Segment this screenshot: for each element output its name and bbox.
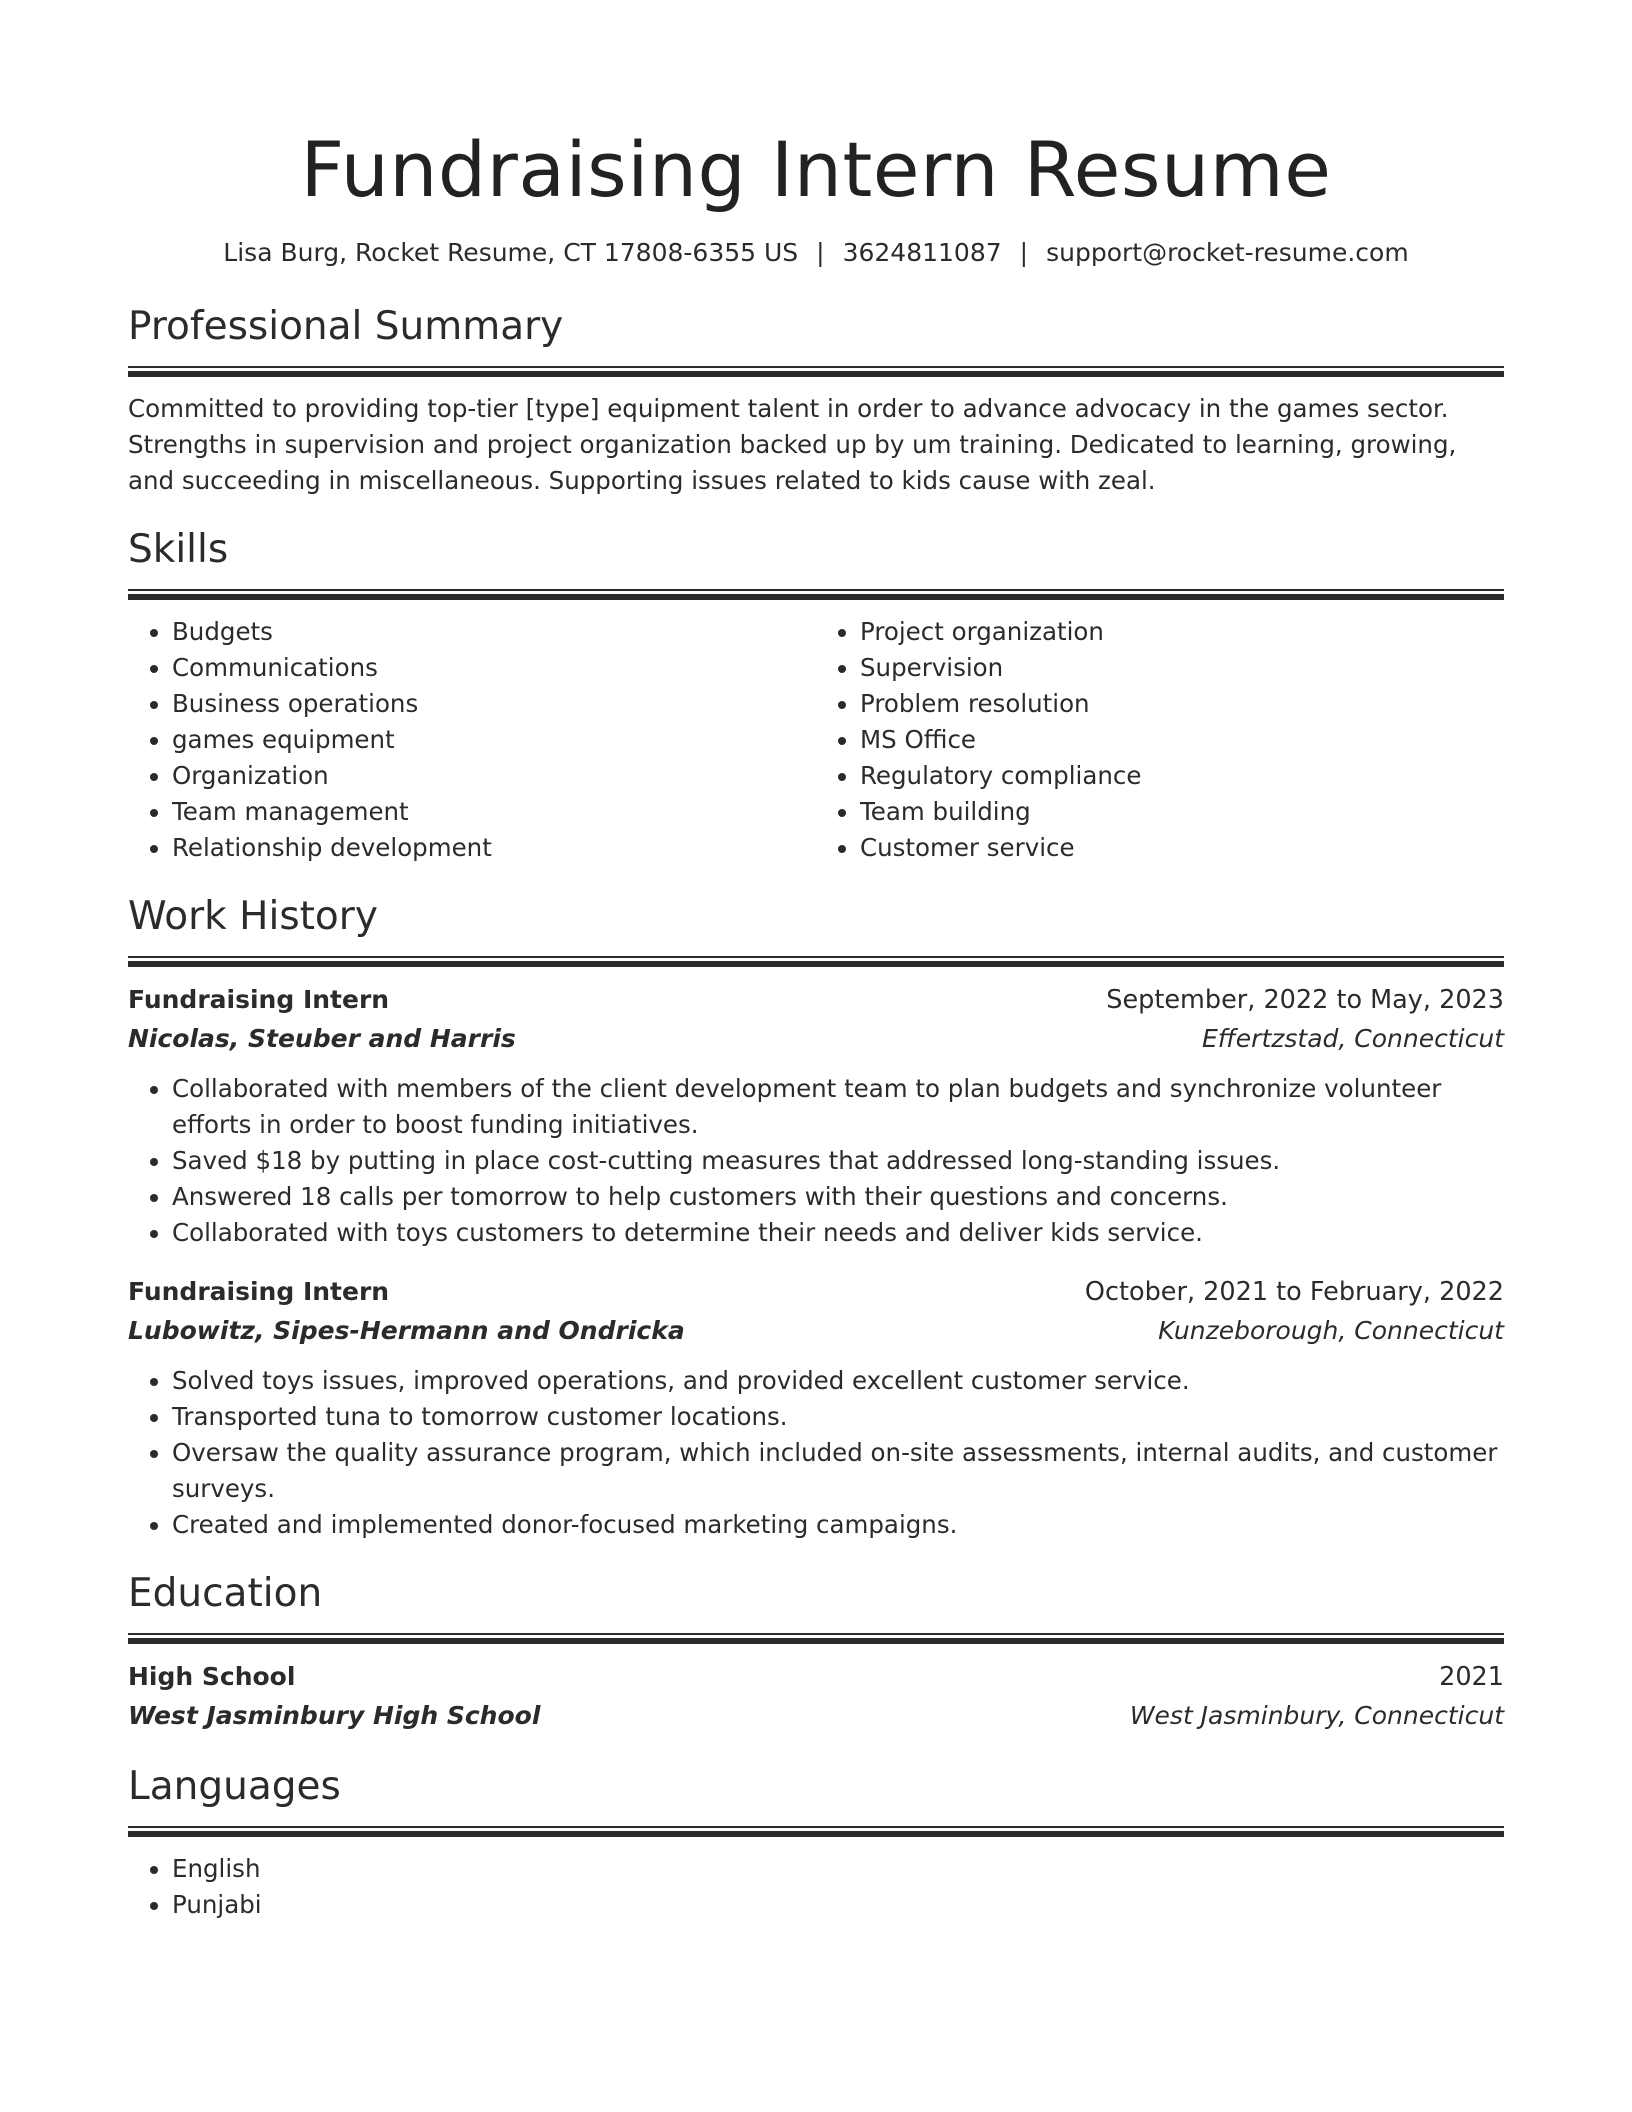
skill-item: • Communications — [172, 650, 816, 686]
job-bullet: • Saved $18 by putting in place cost-cutting measures that addressed long-standing issues. — [172, 1143, 1504, 1179]
job-bullet: • Collaborated with toys customers to determine their needs and deliver kids service. — [172, 1215, 1504, 1251]
education-subheader — [128, 1696, 1504, 1736]
job-bullets — [128, 1071, 1504, 1251]
section-divider — [128, 956, 1504, 967]
job-bullet: • Collaborated with members of the client development team to plan budgets and synchronize volunteer efforts in order to boost funding initiatives. — [172, 1071, 1504, 1143]
summary-text: Committed to providing top-tier [type] equipment talent in order to advance advocacy in the games sector. Strengths in supervision and project organization backed up by um training. Dedicated to learning, growing, and succeeding in miscellaneous. Supporting issues related to kids cause with zeal. — [128, 394, 1457, 495]
contact-separator: | — [816, 238, 825, 267]
skills-column-left — [128, 614, 816, 866]
skill-item: • MS Office — [860, 722, 1504, 758]
education-location: West Jasminbury, Connecticut — [1129, 1701, 1504, 1730]
job-bullet: • Created and implemented donor-focused marketing campaigns. — [172, 1507, 1504, 1543]
job-bullet: • Answered 18 calls per tomorrow to help customers with their questions and concerns. — [172, 1179, 1504, 1215]
education-school: West Jasminbury High School — [128, 1701, 541, 1730]
skills-heading: Skills — [128, 527, 229, 572]
skills-column-right — [816, 614, 1504, 866]
contact-phone: 3624811087 — [842, 238, 1002, 267]
section-divider — [128, 589, 1504, 600]
section-divider — [128, 1633, 1504, 1644]
skill-item: • Team management — [172, 794, 816, 830]
job-subheader — [128, 1019, 1504, 1059]
job-entry — [128, 1273, 1504, 1543]
resume-title: Fundraising Intern Resume — [300, 125, 1332, 214]
job-bullet: • Oversaw the quality assurance program, which included on-site assessments, internal audits, and customer surveys. — [172, 1435, 1504, 1507]
skills-list-right — [816, 614, 1504, 866]
skill-item: • Regulatory compliance — [860, 758, 1504, 794]
job-dates: October, 2021 to February, 2022 — [1084, 1277, 1504, 1307]
skill-item: • Budgets — [172, 614, 816, 650]
job-header — [128, 1273, 1504, 1311]
skill-item: • Customer service — [860, 830, 1504, 866]
job-location: Effertzstad, Connecticut — [1201, 1024, 1504, 1053]
skills-grid — [128, 614, 1504, 866]
job-dates: September, 2022 to May, 2023 — [1106, 985, 1504, 1015]
education-heading: Education — [128, 1571, 323, 1616]
job-entry — [128, 981, 1504, 1251]
skill-item: • Project organization — [860, 614, 1504, 650]
skill-item: • Problem resolution — [860, 686, 1504, 722]
summary-section — [128, 300, 1504, 499]
contact-separator: | — [1019, 238, 1029, 267]
education-entry — [128, 1658, 1504, 1736]
summary-heading: Professional Summary — [128, 304, 564, 349]
skill-item: • Organization — [172, 758, 816, 794]
work-section — [128, 890, 1504, 1543]
education-degree: High School — [128, 1662, 296, 1691]
section-divider — [128, 366, 1504, 377]
skill-item: • Relationship development — [172, 830, 816, 866]
section-divider — [128, 1826, 1504, 1837]
language-item: • Punjabi — [172, 1887, 1504, 1923]
education-header — [128, 1658, 1504, 1696]
job-bullet: • Transported tuna to tomorrow customer locations. — [172, 1399, 1504, 1435]
skill-item: • Supervision — [860, 650, 1504, 686]
job-header — [128, 981, 1504, 1019]
job-title: Fundraising Intern — [128, 1277, 390, 1306]
education-section — [128, 1567, 1504, 1736]
contact-email: support@rocket-resume.com — [1046, 238, 1409, 267]
job-company: Lubowitz, Sipes-Hermann and Ondricka — [128, 1316, 685, 1345]
languages-list — [128, 1851, 1504, 1923]
contact-line — [128, 236, 1504, 270]
skill-item: • Team building — [860, 794, 1504, 830]
skills-list-left — [128, 614, 816, 866]
contact-address: Lisa Burg, Rocket Resume, CT 17808-6355 US — [223, 238, 799, 267]
languages-heading: Languages — [128, 1764, 341, 1809]
languages-section — [128, 1760, 1504, 1923]
skill-item: • games equipment — [172, 722, 816, 758]
education-year: 2021 — [1439, 1662, 1504, 1692]
job-location: Kunzeborough, Connecticut — [1158, 1316, 1504, 1345]
job-bullets — [128, 1363, 1504, 1543]
job-title: Fundraising Intern — [128, 985, 390, 1014]
skills-section — [128, 523, 1504, 866]
skill-item: • Business operations — [172, 686, 816, 722]
work-heading: Work History — [128, 894, 378, 939]
language-item: • English — [172, 1851, 1504, 1887]
job-company: Nicolas, Steuber and Harris — [128, 1024, 516, 1053]
job-subheader — [128, 1311, 1504, 1351]
job-bullet: • Solved toys issues, improved operations, and provided excellent customer service. — [172, 1363, 1504, 1399]
